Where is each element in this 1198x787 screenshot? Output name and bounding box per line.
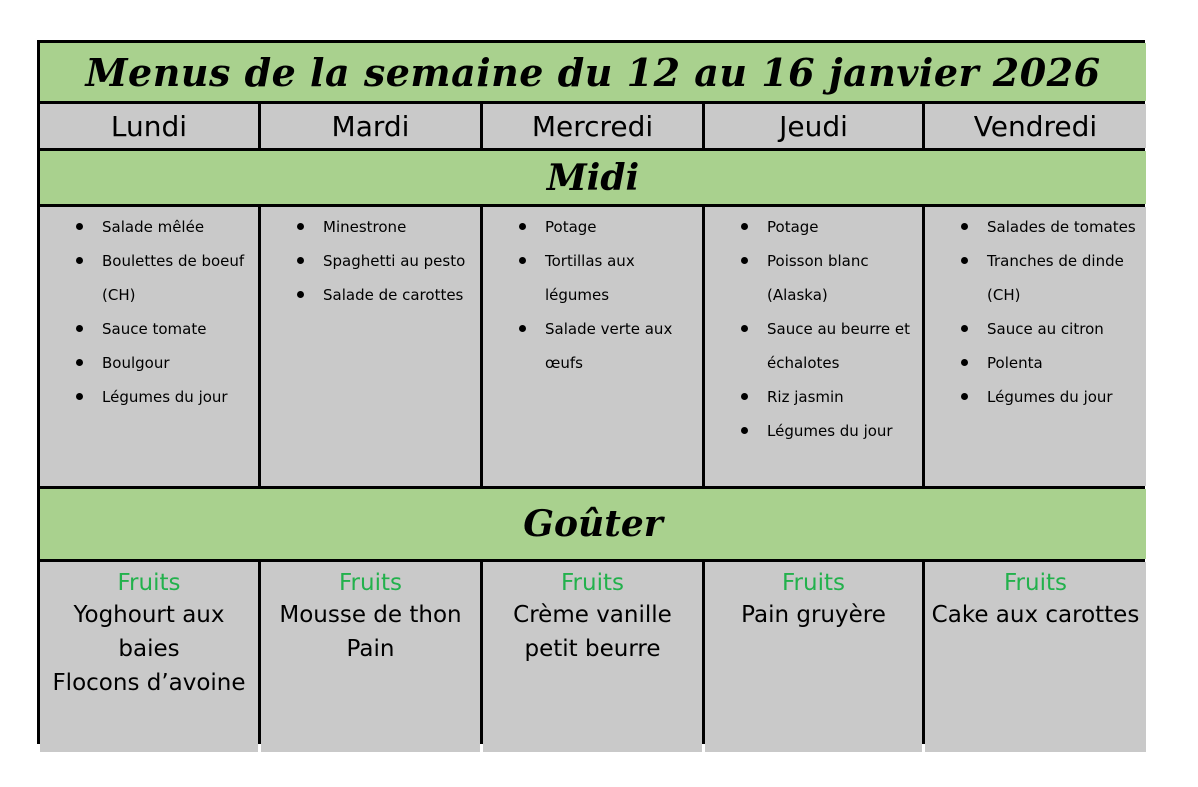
lunch-list-vendredi [959, 210, 1140, 414]
snack-item: Flocons d’avoine [52, 670, 246, 696]
lunch-section-title: Midi [546, 156, 640, 199]
menu-title-row [40, 43, 1146, 101]
lunch-item: Boulettes de boeuf (CH) [74, 244, 252, 312]
lunch-item: Sauce tomate [74, 312, 252, 346]
day-header-lundi: Lundi [40, 104, 258, 148]
lunch-item: Minestrone [295, 210, 474, 244]
lunch-list-jeudi [739, 210, 916, 448]
lunch-item: Légumes du jour [739, 414, 916, 448]
snack-section-title: Goûter [523, 503, 663, 545]
lunch-item: Sauce au citron [959, 312, 1140, 346]
snack-cell-lundi [40, 562, 258, 752]
snack-item: petit beurre [524, 636, 661, 662]
lunch-item: Salade verte aux œufs [517, 312, 696, 380]
day-header-mercredi: Mercredi [483, 104, 702, 148]
snack-item: Yoghourt aux [73, 602, 225, 628]
day-header-jeudi: Jeudi [705, 104, 922, 148]
lunch-item: Potage [517, 210, 696, 244]
snack-item: Pain gruyère [741, 602, 886, 628]
lunch-list-mercredi [517, 210, 696, 380]
lunch-list-mardi [295, 210, 474, 312]
snack-item: Crème vanille [513, 602, 672, 628]
snack-fruit-label: Fruits [561, 570, 624, 596]
lunch-cell-jeudi [705, 207, 922, 486]
day-header-mardi: Mardi [261, 104, 480, 148]
lunch-item: Potage [739, 210, 916, 244]
lunch-item: Sauce au beurre et échalotes [739, 312, 916, 380]
lunch-item: Riz jasmin [739, 380, 916, 414]
snack-item: Cake aux carottes [931, 602, 1140, 628]
snack-section-header [40, 489, 1146, 559]
snack-fruit-label: Fruits [782, 570, 845, 596]
lunch-cell-mardi [261, 207, 480, 486]
lunch-item: Salades de tomates [959, 210, 1140, 244]
lunch-item: Légumes du jour [959, 380, 1140, 414]
lunch-section-header [40, 151, 1146, 204]
snack-cell-jeudi [705, 562, 922, 752]
snack-cell-mercredi [483, 562, 702, 752]
page-title: Menus de la semaine du 12 au 16 janvier 2026 [85, 49, 1101, 95]
snack-fruit-label: Fruits [117, 570, 181, 596]
snack-cell-vendredi [925, 562, 1146, 752]
snack-item: Mousse de thon [279, 602, 462, 628]
weekly-menu-table [37, 40, 1145, 744]
lunch-item: Tranches de dinde (CH) [959, 244, 1140, 312]
lunch-item: Spaghetti au pesto [295, 244, 474, 278]
lunch-cell-lundi [40, 207, 258, 486]
snack-item: baies [118, 636, 180, 662]
lunch-cell-vendredi [925, 207, 1146, 486]
snack-cell-mardi [261, 562, 480, 752]
day-header-vendredi: Vendredi [925, 104, 1146, 148]
lunch-item: Salade mêlée [74, 210, 252, 244]
lunch-item: Poisson blanc (Alaska) [739, 244, 916, 312]
snack-fruit-label: Fruits [1004, 570, 1067, 596]
lunch-cell-mercredi [483, 207, 702, 486]
lunch-item: Salade de carottes [295, 278, 474, 312]
lunch-list-lundi [74, 210, 252, 414]
snack-item: Pain [346, 636, 395, 662]
snack-fruit-label: Fruits [339, 570, 402, 596]
lunch-item: Boulgour [74, 346, 252, 380]
lunch-item: Polenta [959, 346, 1140, 380]
lunch-item: Légumes du jour [74, 380, 252, 414]
lunch-item: Tortillas aux légumes [517, 244, 696, 312]
